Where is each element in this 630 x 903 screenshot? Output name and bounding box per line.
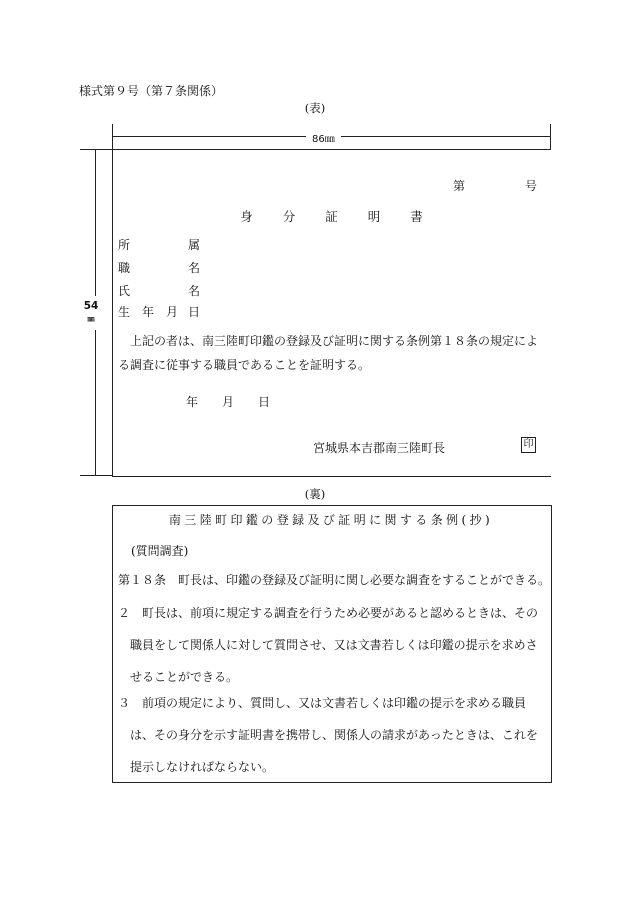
field-name (118, 282, 200, 299)
article-text: 町長は、印鑑の登録及び証明に関し必要な調査をすることができる。 (178, 573, 551, 587)
date-day: 日 (258, 395, 271, 409)
field-label-left: 所 (118, 238, 131, 252)
field-label-left: 職 (118, 261, 131, 275)
height-dimension-unit: ㎜ (87, 315, 95, 323)
field-label-right: 名 (188, 261, 201, 275)
certificate-statement: 上記の者は、南三陸町印鑑の登録及び証明に関する条例第１８条の規定による調査に従事する職員であることを証明する。 (118, 334, 539, 372)
paragraph-2 (118, 597, 548, 693)
paragraph-text: 町長は、前項に規定する調査を行うため必要があると認めるときは、その職員をして関係人に対して質問させ、又は文書若しくは印鑑の提示を求めさせることができる。 (130, 606, 539, 684)
card-left-border (112, 149, 113, 476)
height-dimension-line-lower (95, 330, 96, 475)
ordinance-title: 南三陸町印鑑の登録及び証明に関する条例(抄) (168, 513, 494, 527)
front-side-label: (表) (304, 101, 326, 115)
issue-date (186, 393, 294, 410)
width-dimension-label: 86㎜ (306, 130, 341, 145)
field-label-left: 生 年 月 (118, 305, 179, 319)
certificate-title-char: 証 (325, 209, 338, 224)
width-dimension-tick-left (112, 124, 113, 149)
card-number-row (453, 177, 543, 194)
card-number-prefix: 第 (453, 179, 466, 193)
height-dimension-line-upper (95, 149, 96, 296)
certificate-title (112, 207, 551, 225)
section-heading: (質問調査) (131, 544, 189, 558)
back-side-label: (裏) (304, 487, 326, 501)
field-label-right: 日 (188, 305, 201, 319)
certificate-title-char: 身 (240, 209, 253, 224)
paragraph-number: ３ (118, 696, 131, 710)
form-title: 様式第９号（第７条関係） (79, 84, 224, 98)
paragraph-text: 前項の規定により、質問し、又は文書若しくは印鑑の提示を求める職員は、その身分を示す証明書を携帯し、関係人の請求があったときは、これを提示しなければならない。 (130, 696, 538, 774)
field-label-right: 名 (188, 284, 201, 298)
date-month: 月 (222, 395, 235, 409)
issuer-name: 宮城県本吉郡南三陸町長 (313, 441, 446, 455)
field-label-right: 属 (188, 238, 201, 252)
height-dimension-value: 54 (83, 300, 99, 312)
field-affiliation (118, 236, 200, 253)
paragraph-3 (118, 687, 548, 783)
height-dimension-label (82, 300, 100, 326)
seal-stamp: 印 (521, 437, 536, 453)
height-dimension-tick-bottom (80, 475, 112, 476)
card-number-suffix: 号 (524, 179, 537, 193)
date-year: 年 (186, 395, 199, 409)
article-number: 第１８条 (118, 573, 167, 587)
height-dimension-tick-top (80, 149, 112, 150)
field-birthdate (118, 303, 200, 320)
field-position (118, 259, 200, 276)
certificate-title-char: 書 (410, 209, 423, 224)
certificate-title-char: 明 (367, 209, 381, 224)
paragraph-number: ２ (118, 606, 131, 620)
certificate-title-char: 分 (282, 209, 296, 224)
field-label-left: 氏 (118, 284, 131, 298)
article-18 (118, 571, 551, 588)
width-dimension-tick-right (550, 124, 551, 149)
